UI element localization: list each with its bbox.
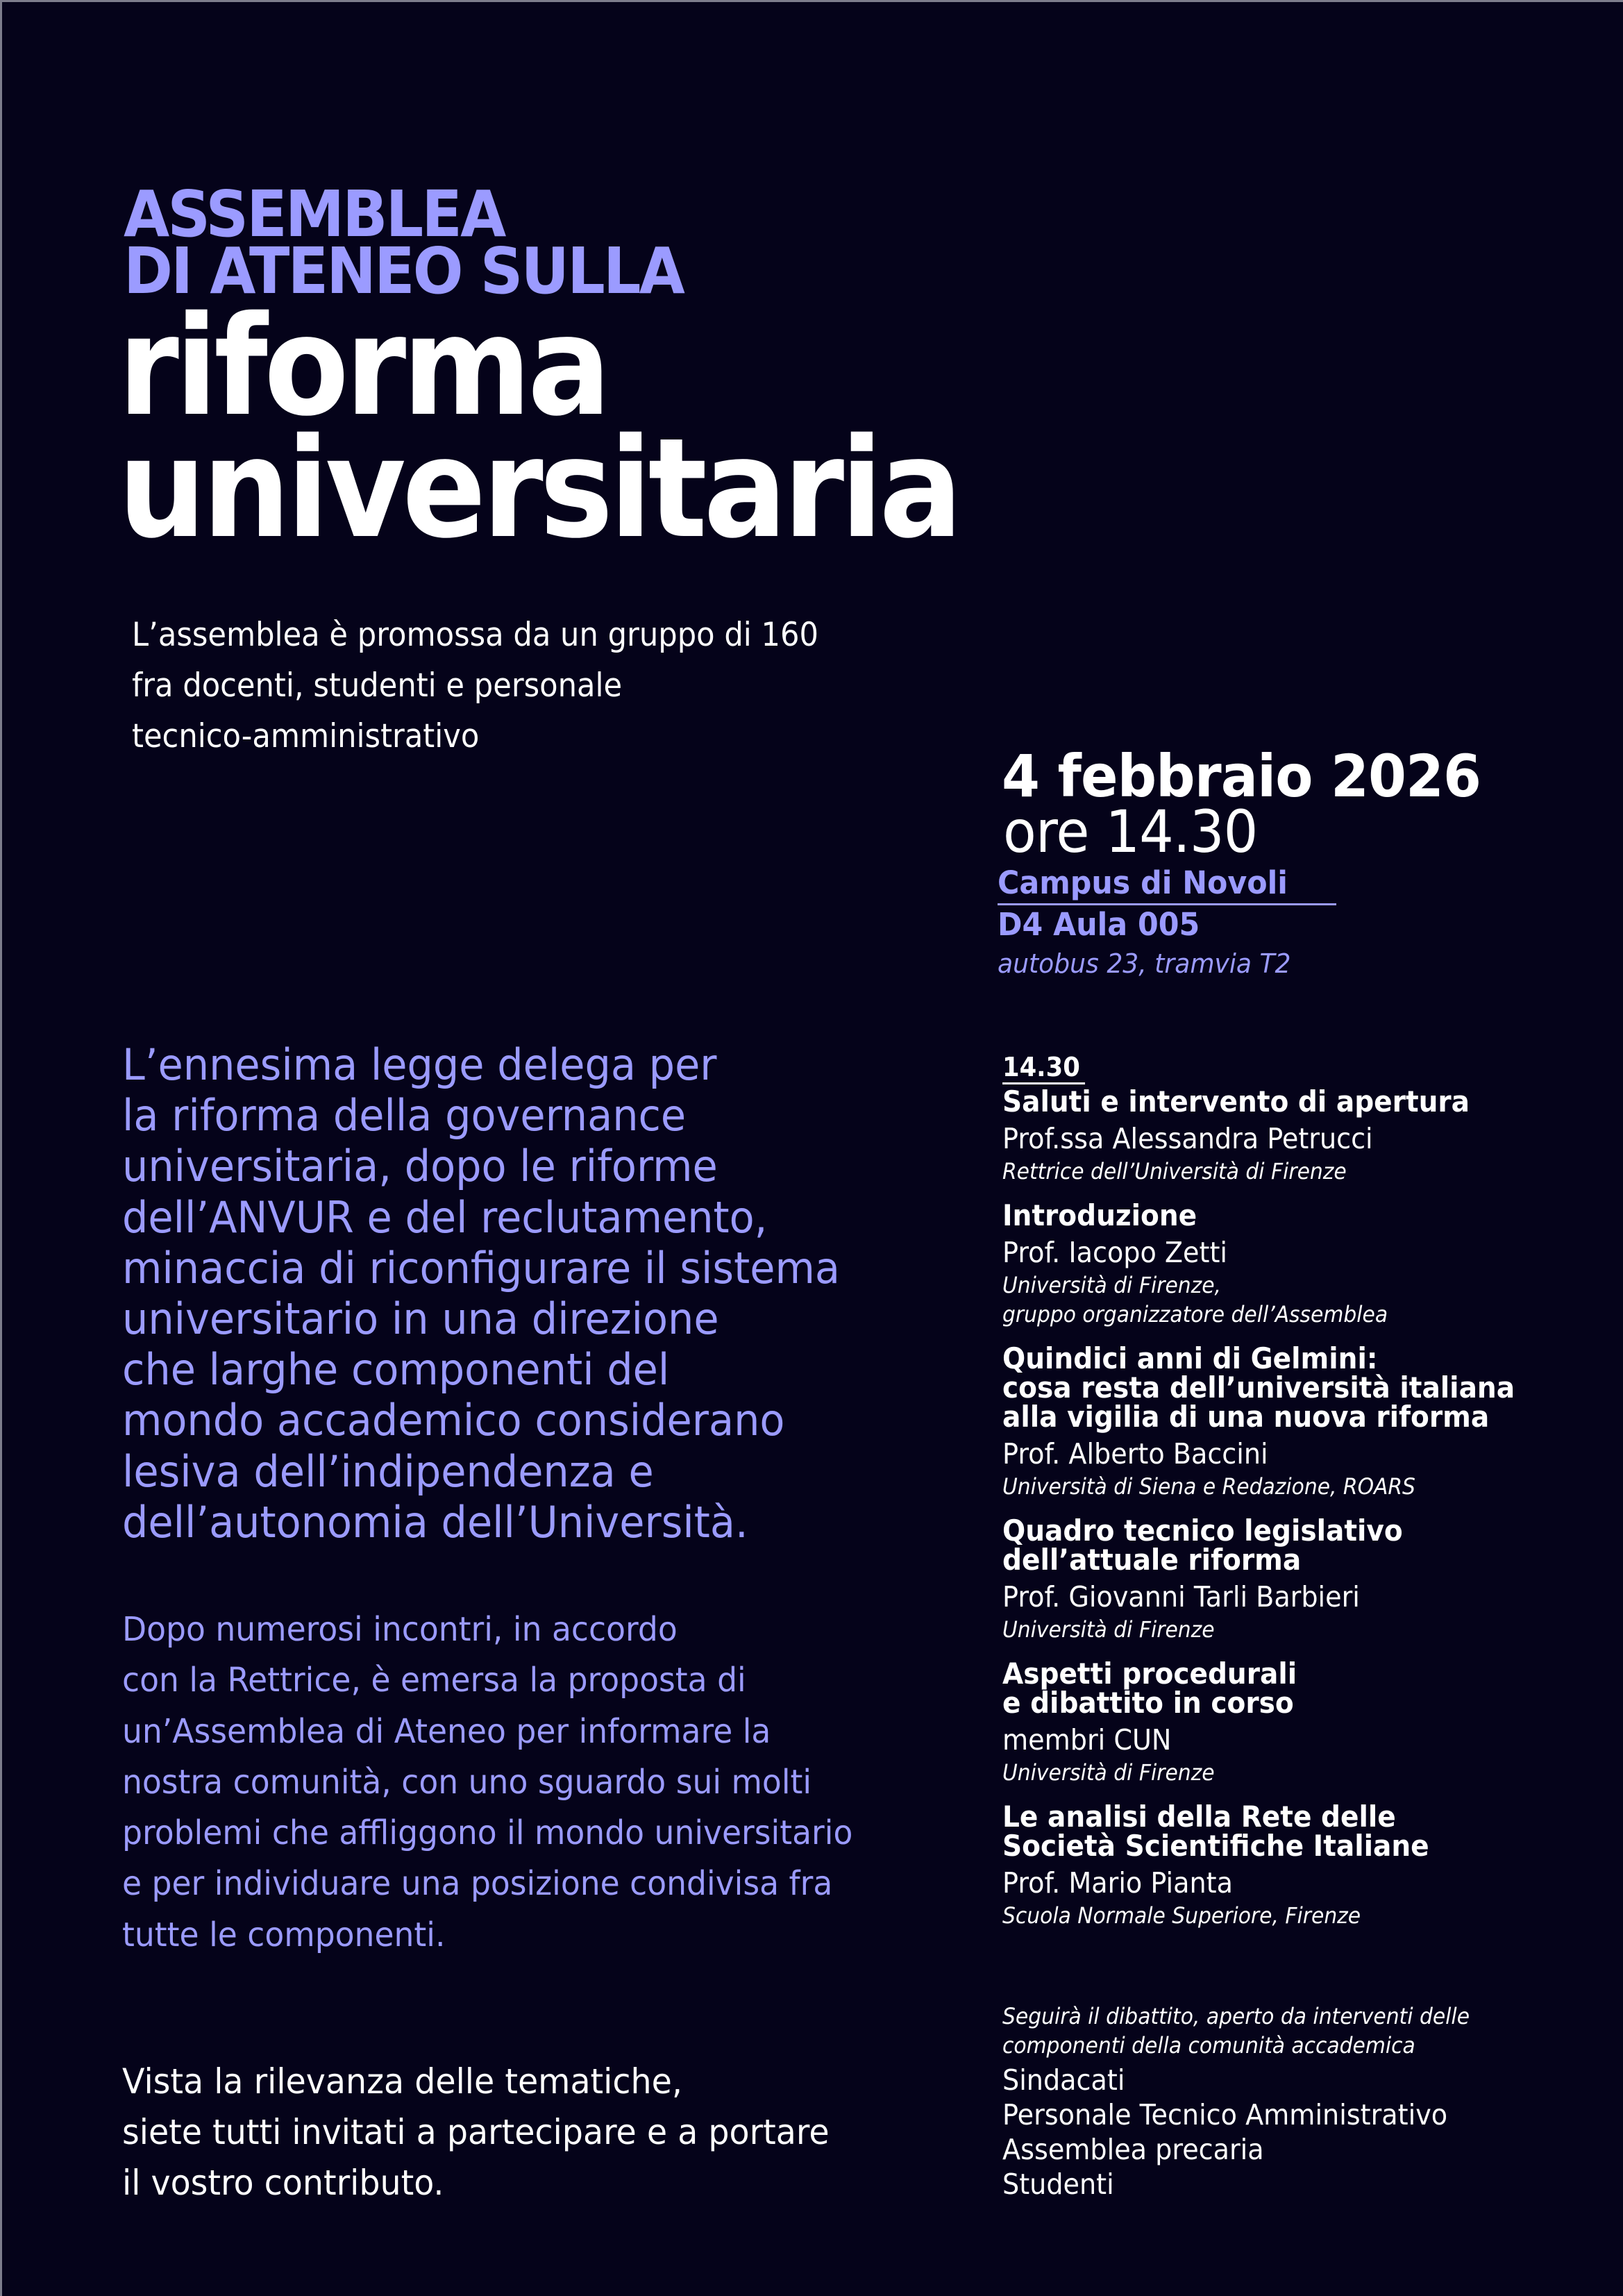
closing-line: siete tutti invitati a partecipare e a portare [122, 2112, 830, 2152]
kicker-line: DI ATENEO SULLA [124, 234, 684, 308]
program-schedule [1002, 1052, 1564, 1930]
debate-intro [1002, 2002, 1564, 2060]
title-line: e dibattito in corso [1002, 1686, 1294, 1720]
poster-kicker [124, 177, 684, 308]
subtitle-line: L’assemblea è promossa da un gruppo di 160 [132, 616, 819, 654]
lead-line: universitaria, dopo le riforme [122, 1141, 718, 1192]
program-item-affiliation [1002, 1901, 1564, 1930]
event-venue-link[interactable]: Campus di Novoli [998, 864, 1288, 901]
poster-title [118, 286, 959, 569]
affiliation-line: Scuola Normale Superiore, Firenze [1002, 1902, 1361, 1929]
lead-line: mondo accademico considerano [122, 1395, 785, 1446]
program-item-speaker: Prof. Iacopo Zetti [1002, 1236, 1228, 1269]
title-line: Aspetti procedurali [1002, 1657, 1297, 1691]
kicker-line: ASSEMBLEA [124, 177, 505, 251]
program-item-speaker: Prof.ssa Alessandra Petrucci [1002, 1122, 1373, 1155]
debate-group: Studenti [1002, 2168, 1114, 2201]
paragraph-line: tutte le componenti. [122, 1915, 446, 1954]
lead-paragraph [122, 1039, 840, 1548]
subtitle-line: fra docenti, studenti e personale [132, 667, 623, 705]
paragraph-line: problemi che affliggono il mondo universitario [122, 1813, 853, 1853]
debate-groups-list [1002, 2063, 1564, 2202]
program-start-time: 14.30 [1002, 1052, 1085, 1084]
event-time: ore 14.30 [1003, 798, 1258, 866]
program-item-affiliation [1002, 1157, 1564, 1186]
program-item [1002, 1198, 1564, 1329]
debate-section [1002, 2002, 1564, 2202]
affiliation-line: Università di Firenze [1002, 1616, 1215, 1643]
program-item-affiliation [1002, 1758, 1564, 1787]
title-line: cosa resta dell’università italiana [1002, 1371, 1515, 1405]
affiliation-line: Rettrice dell’Università di Firenze [1002, 1158, 1347, 1184]
event-date: 4 febbraio 2026 [1002, 742, 1481, 810]
affiliation-line: Università di Siena e Redazione, ROARS [1002, 1473, 1415, 1500]
lead-line: lesiva dell’indipendenza e [122, 1446, 654, 1497]
closing-line: Vista la rilevanza delle tematiche, [122, 2061, 682, 2102]
title-line: Società Scientifiche Italiane [1002, 1829, 1429, 1863]
debate-group: Personale Tecnico Amministrativo [1002, 2098, 1448, 2131]
program-item-title [1002, 1659, 1564, 1718]
event-room: D4 Aula 005 [998, 906, 1200, 943]
program-item-affiliation [1002, 1472, 1564, 1501]
program-item [1002, 1802, 1564, 1930]
program-item-speaker: Prof. Giovanni Tarli Barbieri [1002, 1580, 1360, 1614]
program-item-title [1002, 1341, 1564, 1434]
subtitle-line: tecnico-amministrativo [132, 717, 480, 755]
closing-line: il vostro contributo. [122, 2163, 444, 2203]
title-line: alla vigilia di una nuova riforma [1002, 1400, 1490, 1434]
program-item-speaker: Prof. Mario Pianta [1002, 1866, 1233, 1900]
paragraph-line: con la Rettrice, è emersa la proposta di [122, 1661, 746, 1700]
debate-group: Assemblea precaria [1002, 2133, 1264, 2166]
program-item [1002, 1084, 1564, 1186]
paragraph-line: un’Assemblea di Ateneo per informare la [122, 1711, 771, 1751]
closing-invitation [122, 2056, 830, 2209]
program-item-title [1002, 1084, 1564, 1118]
poster-subtitle [132, 610, 818, 762]
debate-intro-line: componenti della comunità accademica [1002, 2032, 1415, 2059]
event-transport: autobus 23, tramvia T2 [998, 948, 1291, 979]
program-item-title [1002, 1516, 1564, 1575]
title-line: riforma [118, 286, 607, 446]
affiliation-line: Università di Firenze, [1002, 1272, 1222, 1298]
program-item [1002, 1659, 1564, 1787]
lead-line: la riforma della governance [122, 1090, 687, 1141]
debate-group: Sindacati [1002, 2063, 1125, 2097]
program-item-affiliation [1002, 1271, 1564, 1329]
program-item [1002, 1516, 1564, 1644]
title-line: Quindici anni di Gelmini: [1002, 1341, 1378, 1375]
debate-intro-line: Seguirà il dibattito, aperto da interventi delle [1002, 2003, 1470, 2029]
affiliation-line: gruppo organizzatore dell’Assemblea [1002, 1301, 1388, 1327]
title-line: Quadro tecnico legislativo [1002, 1514, 1403, 1548]
title-line: Saluti e intervento di apertura [1002, 1084, 1470, 1118]
program-item-title [1002, 1198, 1564, 1232]
program-item-affiliation [1002, 1615, 1564, 1644]
title-line: Introduzione [1002, 1198, 1197, 1232]
lead-line: L’ennesima legge delega per [122, 1039, 717, 1090]
lead-line: minaccia di riconfigurare il sistema [122, 1242, 840, 1293]
paragraph-line: Dopo numerosi incontri, in accordo [122, 1610, 678, 1649]
title-line: dell’attuale riforma [1002, 1543, 1302, 1577]
affiliation-line: Università di Firenze [1002, 1759, 1215, 1786]
second-paragraph [122, 1604, 852, 1961]
paragraph-line: e per individuare una posizione condivisa fra [122, 1864, 833, 1904]
lead-line: dell’autonomia dell’Università. [122, 1496, 748, 1548]
program-item-speaker: membri CUN [1002, 1723, 1172, 1757]
lead-line: dell’ANVUR e del reclutamento, [122, 1191, 768, 1243]
lead-line: che larghe componenti del [122, 1344, 670, 1396]
program-item-title [1002, 1802, 1564, 1861]
paragraph-line: nostra comunità, con uno sguardo sui molti [122, 1762, 812, 1802]
lead-line: universitario in una direzione [122, 1293, 719, 1345]
title-line: Le analisi della Rete delle [1002, 1800, 1396, 1834]
program-item [1002, 1341, 1564, 1501]
title-line: universitaria [118, 408, 959, 569]
program-item-speaker: Prof. Alberto Baccini [1002, 1437, 1268, 1470]
